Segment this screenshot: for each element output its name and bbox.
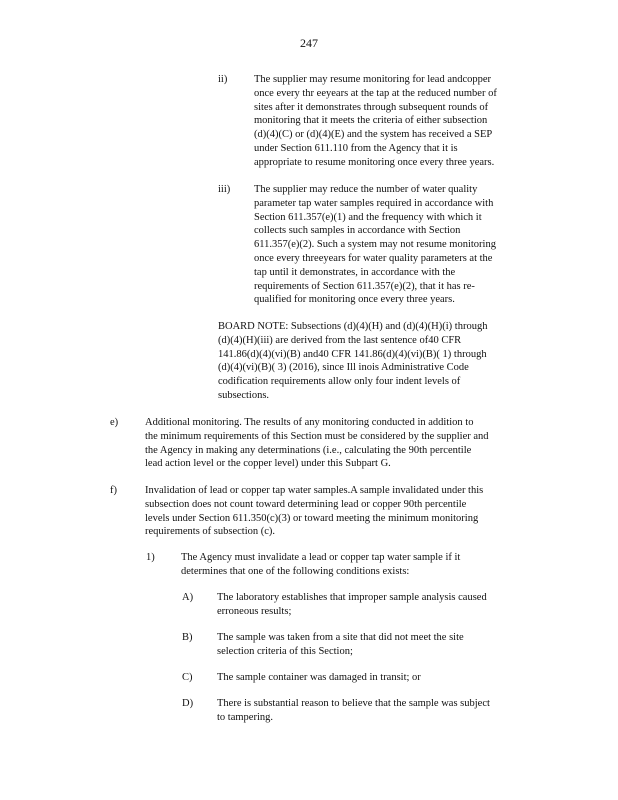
item-text <box>217 697 524 725</box>
item-label: ii) <box>218 74 228 85</box>
text-line: collects such samples in accordance with Section <box>254 225 461 237</box>
item-text <box>217 631 524 659</box>
text-line: requirements of subsection (c). <box>145 526 276 538</box>
item-text <box>145 484 540 539</box>
text-line: (d)(4)(vi)(B)( 3) (2016), since Ill inois Administrative Code <box>218 362 469 374</box>
item-label: 1) <box>146 552 155 563</box>
text-line: codification requirements allow only four indent levels of <box>218 376 461 388</box>
text-line: under Section 611.110 from the Agency that it is <box>254 142 458 154</box>
text-line: (d)(4)(H)(iii) are derived from the last sentence of40 CFR <box>218 334 462 346</box>
text-line: lead action level or the copper level) under this Subpart G. <box>145 458 391 470</box>
text-line: 611.357(e)(2). Such a system may not resume monitoring <box>254 239 496 251</box>
text-line: selection criteria of this Section; <box>217 645 353 657</box>
text-line: monitoring that it meets the criteria of either subsection <box>254 115 488 127</box>
text-line: levels under Section 611.350(c)(3) or toward meeting the minimum monitoring <box>145 512 479 524</box>
item-label: D) <box>182 698 194 709</box>
item-label: A) <box>182 592 194 603</box>
item-text <box>181 551 502 579</box>
item-text <box>254 183 530 307</box>
item-text <box>217 671 524 685</box>
text-line: Invalidation of lead or copper tap water samples.A sample invalidated under this <box>145 485 484 496</box>
text-line: BOARD NOTE: Subsections (d)(4)(H) and (d)(4)(H)(i) through <box>218 321 488 332</box>
page-number: 247 <box>300 36 318 50</box>
text-line: There is substantial reason to believe that the sample was subject <box>217 698 490 709</box>
item-text <box>254 73 530 170</box>
text-line: The Agency must invalidate a lead or copper tap water sample if it <box>181 552 461 563</box>
text-line: subsection does not count toward determining lead or copper 90th percentile <box>145 498 467 510</box>
text-line: The laboratory establishes that improper sample analysis caused <box>217 592 487 603</box>
text-line: The supplier may resume monitoring for lead andcopper <box>254 74 492 85</box>
text-line: once every threeyears for water quality parameters at the <box>254 252 493 264</box>
text-line: The supplier may reduce the number of water quality <box>254 184 478 195</box>
text-line: the Agency in making any determinations (i.e., calculating the 90th percentile <box>145 444 472 456</box>
text-line: appropriate to resume monitoring once every three years. <box>254 156 495 168</box>
text-line: 141.86(d)(4)(vi)(B) and40 CFR 141.86(d)(4)(vi)(B)( 1) through <box>218 348 487 360</box>
text-line: once every thr eeyears at the tap at the reduced number of <box>254 87 497 99</box>
text-line: qualified for monitoring once every three years. <box>254 294 455 306</box>
item-text <box>145 416 540 471</box>
item-label: iii) <box>218 184 231 195</box>
text-line: tap until it demonstrates, in accordance with the <box>254 266 456 278</box>
item-label: e) <box>110 417 119 428</box>
text-line: parameter tap water samples required in accordance with <box>254 197 494 209</box>
board-note <box>218 320 530 403</box>
text-line: determines that one of the following conditions exists: <box>181 565 410 577</box>
item-label: B) <box>182 632 193 643</box>
text-line: sites after it demonstrates through subsequent rounds of <box>254 101 489 113</box>
text-line: Section 611.357(e)(1) and the frequency with which it <box>254 211 482 223</box>
item-label: C) <box>182 672 193 683</box>
text-line: the minimum requirements of this Section must be considered by the supplier and <box>145 430 489 442</box>
text-line: subsections. <box>218 389 270 401</box>
text-line: (d)(4)(C) or (d)(4)(E) and the system has received a SEP <box>254 129 493 141</box>
text-line: The sample was taken from a site that did not meet the site <box>217 632 464 643</box>
text-line: The sample container was damaged in transit; or <box>217 672 421 683</box>
text-line: requirements of Section 611.357(e)(2), that it has re- <box>254 280 475 292</box>
item-text <box>217 591 524 619</box>
item-label: f) <box>110 485 117 496</box>
text-line: to tampering. <box>217 711 273 723</box>
text-line: Additional monitoring. The results of any monitoring conducted in addition to <box>145 417 474 428</box>
text-line: erroneous results; <box>217 605 292 617</box>
